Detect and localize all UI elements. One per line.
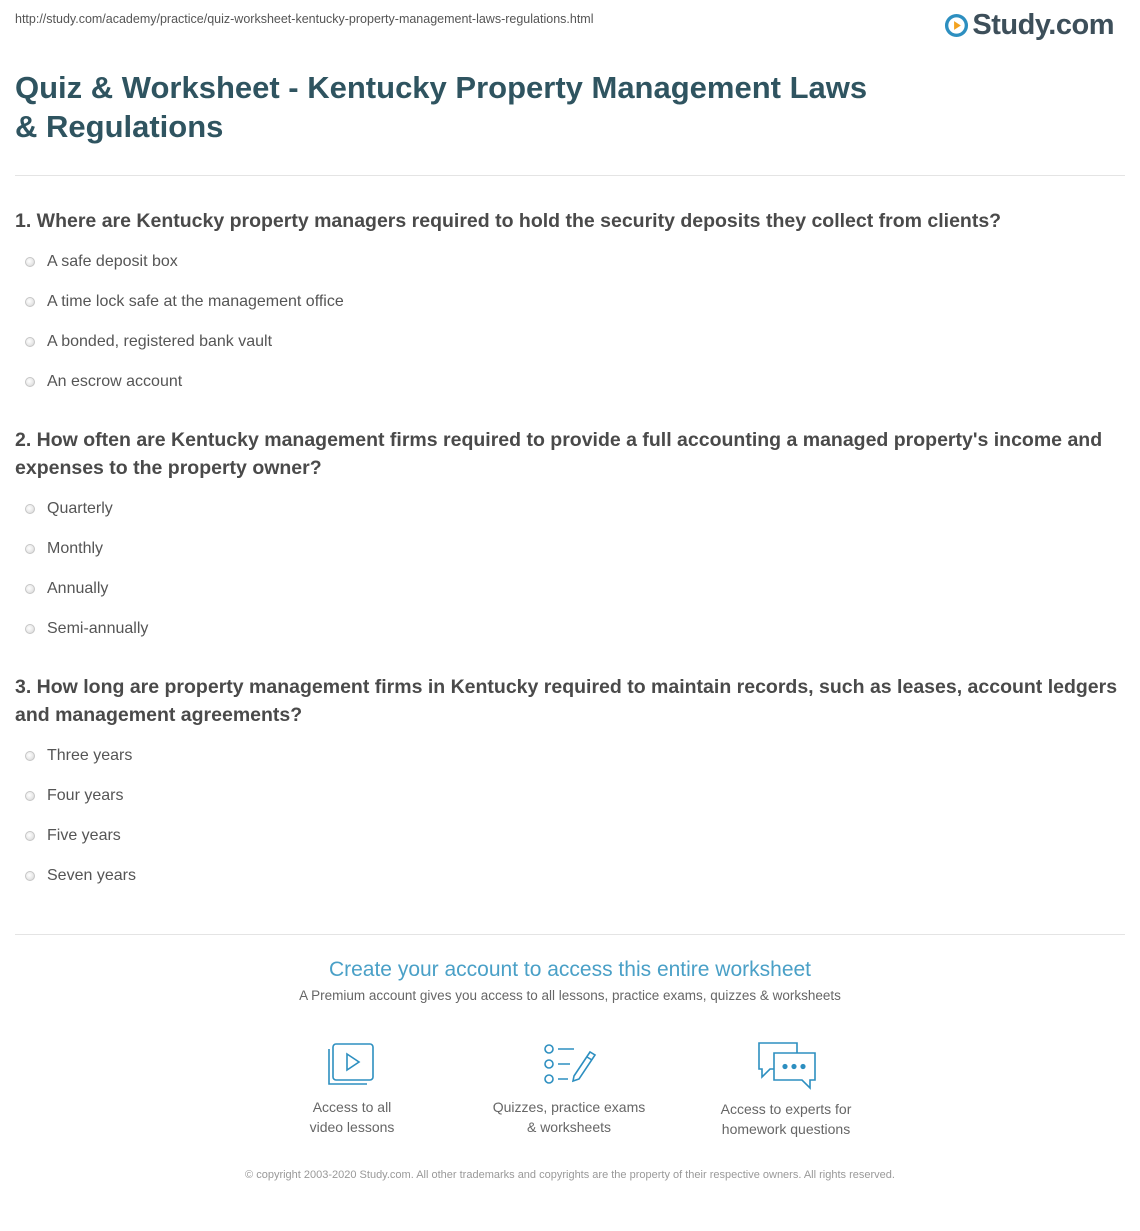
radio-button-icon[interactable] <box>25 297 35 307</box>
radio-button-icon[interactable] <box>25 504 35 514</box>
feature-video-lessons <box>252 1040 452 1137</box>
divider <box>15 175 1125 176</box>
feature-quizzes <box>469 1040 669 1137</box>
option-label: An escrow account <box>47 373 183 390</box>
cta-link[interactable]: Create your account to access this entire worksheet <box>328 958 812 981</box>
answer-option[interactable] <box>15 736 1125 776</box>
option-label: Five years <box>47 827 121 844</box>
radio-button-icon[interactable] <box>25 377 35 387</box>
question-text: 3. How long are property management firms in Kentucky required to maintain records, such as leases, account ledgers and management agreements? <box>15 676 1118 726</box>
radio-button-icon[interactable] <box>25 544 35 554</box>
page-url: http://study.com/academy/practice/quiz-worksheet-kentucky-property-management-laws-regulations.html <box>15 12 594 26</box>
answer-options <box>15 736 1125 896</box>
answer-option[interactable] <box>15 529 1125 569</box>
page-title: Quiz & Worksheet - Kentucky Property Management Laws & Regulations <box>15 70 868 144</box>
option-label: Semi-annually <box>47 620 149 637</box>
question-text: 2. How often are Kentucky management firms required to provide a full accounting a managed property's income and expenses to the property owner? <box>15 429 1103 479</box>
answer-option[interactable] <box>15 569 1125 609</box>
answer-option[interactable] <box>15 322 1125 362</box>
option-label: Three years <box>47 747 133 764</box>
answer-option[interactable] <box>15 362 1125 402</box>
play-logo-icon <box>944 13 969 38</box>
signup-cta <box>0 955 1140 1005</box>
quiz-checklist-icon <box>540 1040 598 1088</box>
radio-button-icon[interactable] <box>25 871 35 881</box>
video-lesson-icon <box>325 1040 379 1088</box>
answer-options <box>15 242 1125 402</box>
answer-option[interactable] <box>15 856 1125 896</box>
feature-label: Access to all video lessons <box>309 1099 395 1135</box>
feature-label: Access to experts for homework questions <box>720 1101 852 1137</box>
divider <box>15 934 1125 935</box>
radio-button-icon[interactable] <box>25 257 35 267</box>
option-label: Four years <box>47 787 124 804</box>
option-label: Annually <box>47 580 109 597</box>
feature-label: Quizzes, practice exams & worksheets <box>492 1099 646 1135</box>
radio-button-icon[interactable] <box>25 751 35 761</box>
option-label: A bonded, registered bank vault <box>47 333 273 350</box>
option-label: Seven years <box>47 867 136 884</box>
copyright-text: © copyright 2003-2020 Study.com. All other trademarks and copyrights are the property of their respective owners. All rights reserved. <box>245 1169 895 1181</box>
radio-button-icon[interactable] <box>25 584 35 594</box>
option-label: Quarterly <box>47 500 113 517</box>
cta-subtitle: A Premium account gives you access to all lessons, practice exams, quizzes & worksheets <box>299 988 841 1003</box>
study-logo[interactable] <box>944 8 1114 42</box>
option-label: A safe deposit box <box>47 253 178 270</box>
answer-option[interactable] <box>15 776 1125 816</box>
answer-option[interactable] <box>15 489 1125 529</box>
question-list <box>15 207 1125 896</box>
option-label: A time lock safe at the management office <box>47 293 344 310</box>
radio-button-icon[interactable] <box>25 791 35 801</box>
question-text: 1. Where are Kentucky property managers required to hold the security deposits they collect from clients? <box>15 210 1002 232</box>
answer-option[interactable] <box>15 816 1125 856</box>
logo-text: Study.com <box>972 8 1114 41</box>
chat-bubbles-icon <box>754 1040 818 1090</box>
option-label: Monthly <box>47 540 104 557</box>
answer-option[interactable] <box>15 282 1125 322</box>
question-2 <box>15 426 1125 649</box>
question-3 <box>15 673 1125 896</box>
answer-options <box>15 489 1125 649</box>
feature-experts <box>686 1040 886 1139</box>
question-1 <box>15 207 1125 402</box>
answer-option[interactable] <box>15 609 1125 649</box>
radio-button-icon[interactable] <box>25 337 35 347</box>
radio-button-icon[interactable] <box>25 624 35 634</box>
answer-option[interactable] <box>15 242 1125 282</box>
radio-button-icon[interactable] <box>25 831 35 841</box>
